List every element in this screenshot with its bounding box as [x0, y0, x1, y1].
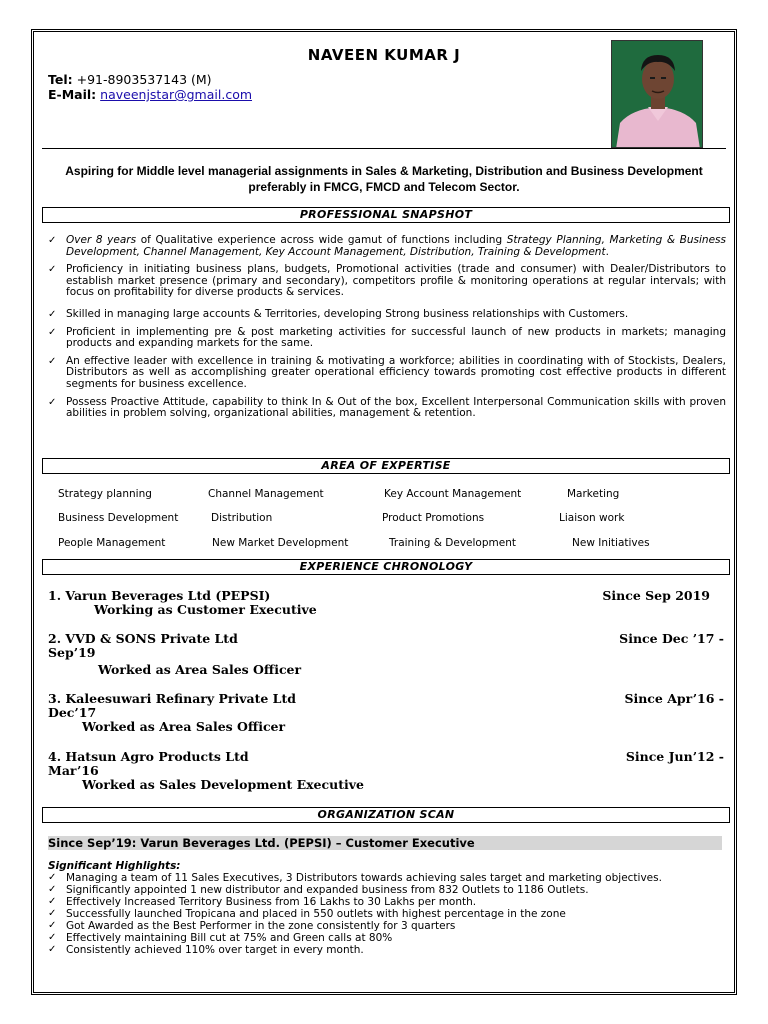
expertise-item: Channel Management: [208, 488, 324, 500]
check-icon: ✓: [48, 908, 57, 919]
snapshot-4-text: Proficient in implementing pre & post marketing activities for successful launch of new products in markets; managing products and expanding markets for the same.: [66, 325, 726, 350]
highlights-list: [48, 872, 724, 956]
snapshot-5-text: An effective leader with excellence in training & motivating a workforce; abilities in coordinating with of Stockists, Dealers, Distributors as well as accomplishing greater operational efficiency towards promoting cost effective products in different segments for business excellence.: [66, 354, 726, 390]
job-dates: Since Apr’16 -: [624, 691, 724, 706]
job-dates: Since Sep 2019: [602, 588, 710, 603]
expertise-item: Marketing: [567, 488, 620, 500]
job-role: Worked as Sales Development Executive: [82, 777, 364, 792]
section-heading-org-scan: ORGANIZATION SCAN: [42, 807, 730, 823]
highlight-text: Significantly appointed 1 new distributor and expanded business from 832 Outlets to 1186 Outlets.: [66, 884, 589, 896]
phone-value: +91-8903537143 (M): [72, 72, 212, 87]
highlight-text: Successfully launched Tropicana and placed in 550 outlets with highest percentage in the zone: [66, 908, 566, 920]
highlight-text: Effectively maintaining Bill cut at 75% and Green calls at 80%: [66, 932, 393, 944]
highlight-text: Effectively Increased Territory Business from 16 Lakhs to 30 Lakhs per month.: [66, 896, 477, 908]
job-company: 1. Varun Beverages Ltd (PEPSI): [48, 588, 271, 603]
job-end-date: Dec’17: [48, 705, 97, 720]
candidate-name: NAVEEN KUMAR J: [307, 46, 461, 64]
expertise-item: Training & Development: [389, 537, 516, 549]
snapshot-1-functions: Strategy Planning, Marketing & Business Development, Channel Management, Key Account Management, Distribution, Training & Development: [66, 234, 726, 258]
list-item: [46, 356, 726, 391]
header-divider: [42, 148, 726, 149]
list-item: [46, 264, 726, 299]
check-icon: ✓: [48, 235, 57, 246]
check-icon: ✓: [48, 355, 57, 367]
job-role: Worked as Area Sales Officer: [98, 662, 302, 677]
job-role: Working as Customer Executive: [94, 602, 317, 617]
check-icon: ✓: [48, 944, 57, 955]
list-item: [48, 908, 724, 920]
check-icon: ✓: [48, 920, 57, 931]
snapshot-1-text: of Qualitative experience across wide gamut of functions including: [136, 234, 507, 246]
phone-line: [48, 72, 252, 87]
expertise-item: Key Account Management: [384, 488, 522, 500]
check-icon: ✓: [48, 932, 57, 943]
check-icon: ✓: [48, 872, 57, 883]
check-icon: ✓: [48, 326, 57, 338]
highlights-label: Significant Highlights:: [48, 860, 181, 872]
contact-block: [48, 72, 252, 102]
org-scan-role-bar: Since Sep’19: Varun Beverages Ltd. (PEPSI) – Customer Executive: [48, 836, 722, 850]
expertise-item: New Market Development: [212, 537, 349, 549]
check-icon: ✓: [48, 308, 57, 320]
snapshot-6-text: Possess Proactive Attitude, capability to think In & Out of the box, Excellent Interpersonal Communication skills with proven abilities in problem solving, organizational abilities, management & retention.: [66, 395, 726, 420]
resume-page-border: [31, 29, 737, 995]
list-item: [46, 397, 726, 420]
email-line: [48, 87, 252, 102]
check-icon: ✓: [48, 396, 57, 408]
list-item: [46, 327, 726, 350]
expertise-item: Business Development: [58, 512, 179, 524]
list-item: [48, 920, 724, 932]
expertise-item: People Management: [58, 537, 166, 549]
check-icon: ✓: [48, 884, 57, 895]
snapshot-3-text: Skilled in managing large accounts & Territories, developing Strong business relationships with Customers.: [66, 307, 629, 320]
expertise-item: Strategy planning: [58, 488, 152, 500]
job-company: 2. VVD & SONS Private Ltd: [48, 631, 238, 646]
section-heading-chronology: EXPERIENCE CHRONOLOGY: [42, 559, 730, 575]
job-company: 4. Hatsun Agro Products Ltd: [48, 749, 249, 764]
phone-label: Tel:: [48, 72, 73, 87]
job-role: Worked as Area Sales Officer: [82, 719, 286, 734]
section-heading-expertise: AREA OF EXPERTISE: [42, 458, 730, 474]
list-item: [48, 884, 724, 896]
check-icon: ✓: [48, 896, 57, 907]
profile-photo-image: [612, 41, 703, 148]
email-label: E-Mail:: [48, 87, 97, 102]
expertise-item: New Initiatives: [572, 537, 650, 549]
list-item: [48, 872, 724, 884]
snapshot-1-end: .: [605, 245, 609, 258]
expertise-item: Liaison work: [559, 512, 625, 524]
highlight-text: Consistently achieved 110% over target in every month.: [66, 944, 364, 956]
job-end-date: Mar’16: [48, 763, 99, 778]
job-dates: Since Jun’12 -: [625, 749, 724, 764]
check-icon: ✓: [48, 264, 57, 276]
snapshot-1-years: Over 8 years: [66, 234, 137, 246]
job-end-date: Sep’19: [48, 645, 96, 660]
list-item: [46, 235, 726, 258]
email-link[interactable]: naveenjstar@gmail.com: [100, 87, 253, 102]
career-objective: Aspiring for Middle level managerial assignments in Sales & Marketing, Distribution and Business Development preferably in FMCG, FMCD and Telecom Sector.: [65, 164, 703, 194]
expertise-item: Distribution: [211, 512, 273, 524]
list-item: [48, 944, 724, 956]
job-dates: Since Dec ’17 -: [619, 631, 724, 646]
expertise-item: Product Promotions: [382, 512, 485, 524]
list-item: [46, 309, 726, 321]
profile-photo: [611, 40, 703, 148]
section-heading-snapshot: PROFESSIONAL SNAPSHOT: [42, 207, 730, 223]
snapshot-list: [46, 235, 726, 426]
job-company: 3. Kaleesuwari Refinary Private Ltd: [48, 691, 296, 706]
snapshot-2-text: Proficiency in initiating business plans, budgets, Promotional activities (trade and consumer) with Dealer/Distributors to establish market presence (primary and secondary), competitors profile & monitoring operations at regular intervals; with focus on profitability for diverse products & services.: [66, 263, 726, 299]
list-item: [48, 896, 724, 908]
highlight-text: Managing a team of 11 Sales Executives, 3 Distributors towards achieving sales target and marketing objectives.: [66, 872, 662, 884]
list-item: [48, 932, 724, 944]
highlight-text: Got Awarded as the Best Performer in the zone consistently for 3 quarters: [66, 920, 456, 932]
